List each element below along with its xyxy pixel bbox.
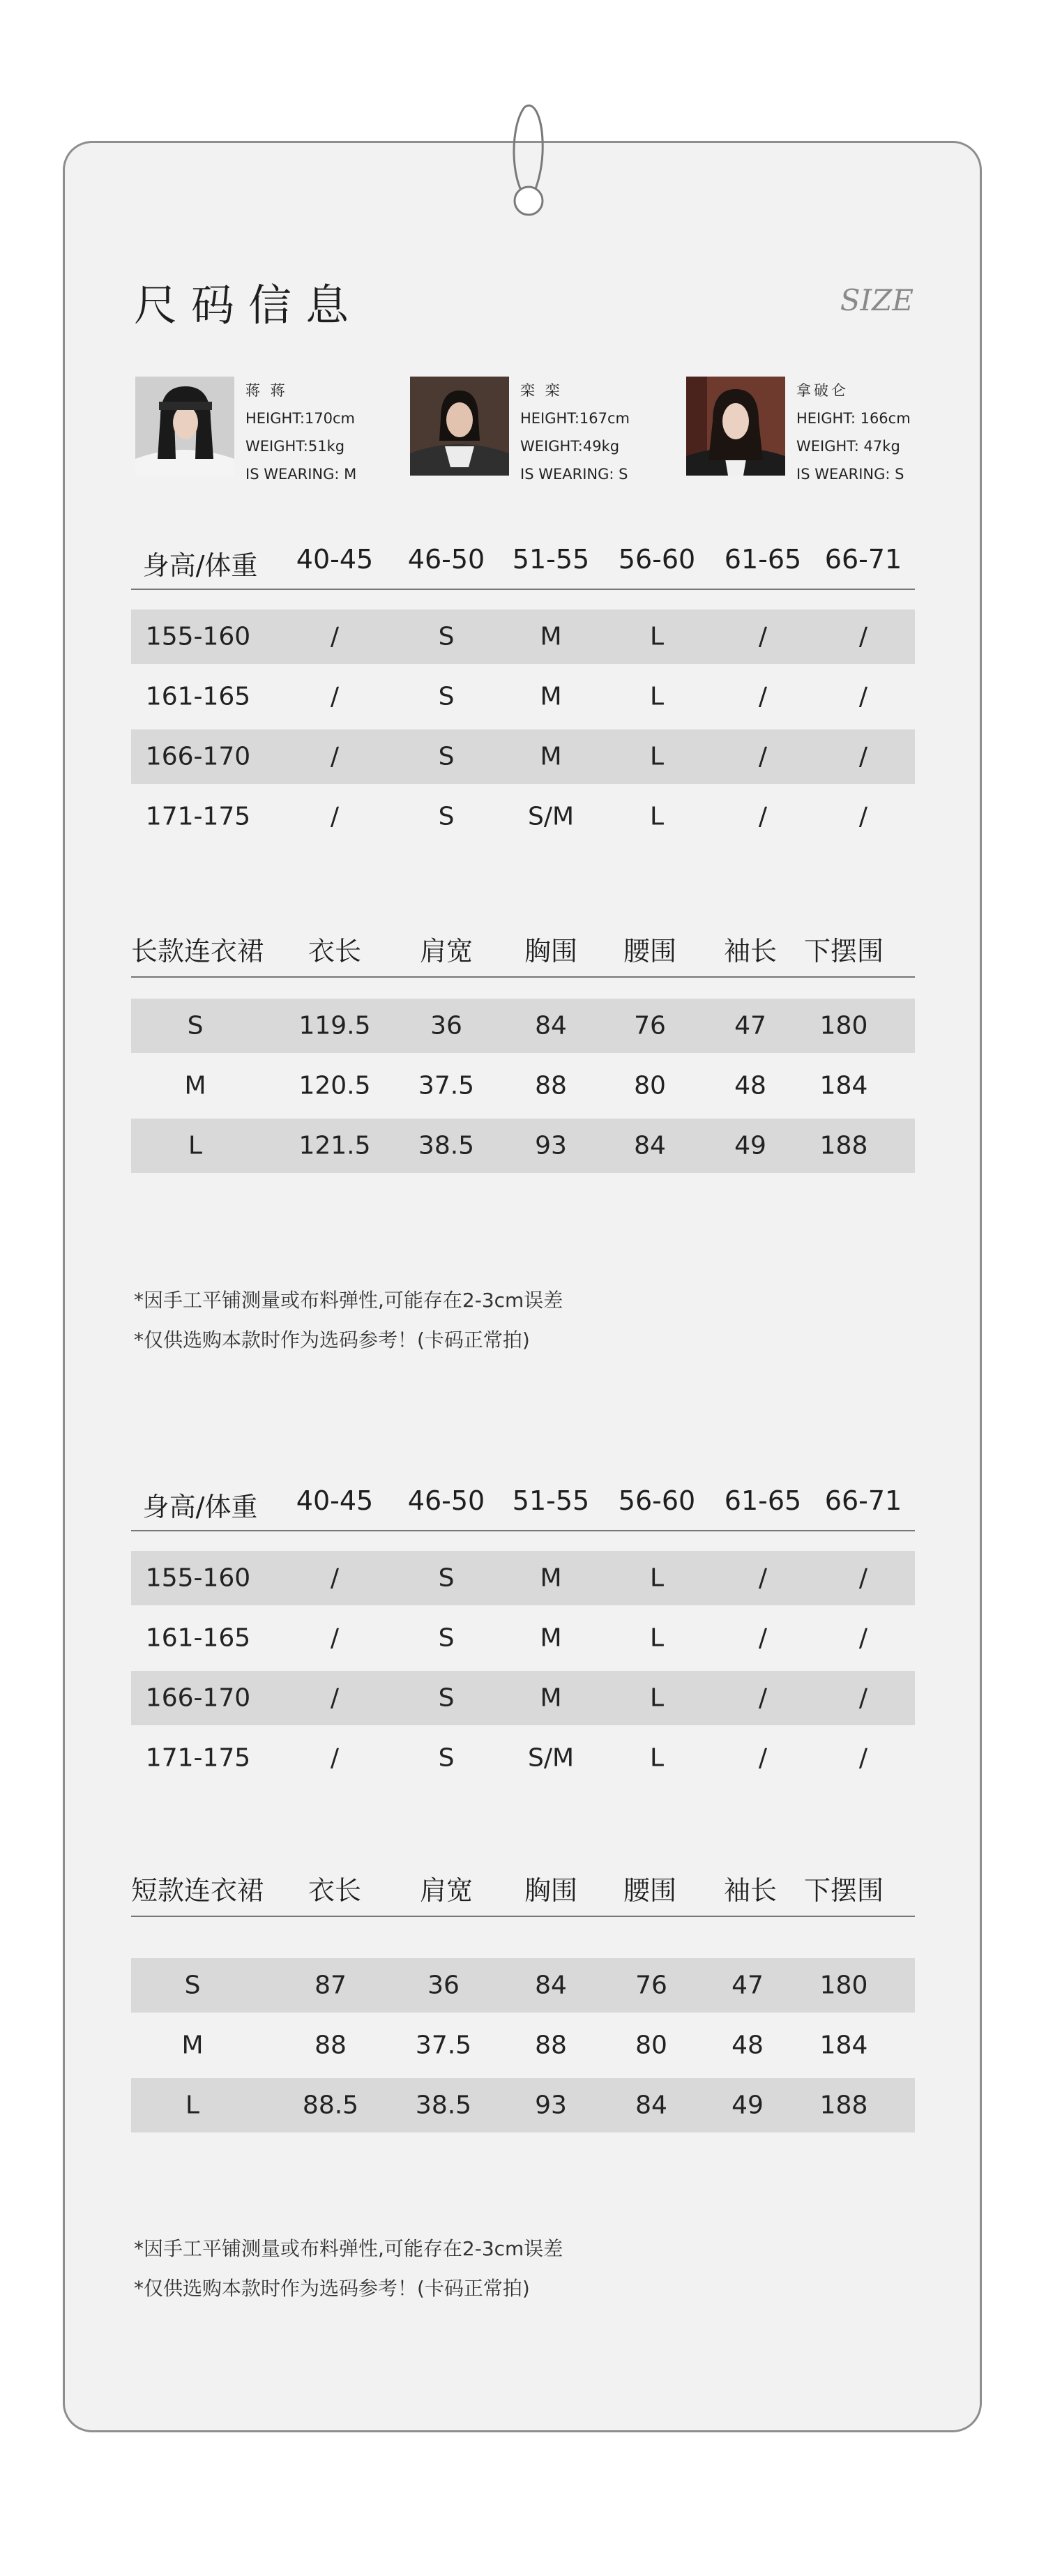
model-photo-1 — [135, 377, 234, 476]
table-cell: L — [649, 1563, 665, 1593]
table-cell: 188 — [819, 2091, 868, 2120]
table-cell: 37.5 — [418, 1071, 475, 1100]
size-label: SIZE — [840, 283, 914, 317]
model-wearing: IS WEARING: M — [245, 466, 357, 483]
table-row — [131, 1059, 915, 1113]
header-cell: 40-45 — [296, 1485, 374, 1516]
table-cell: M — [540, 1683, 562, 1713]
table-cell: S/M — [527, 802, 575, 831]
header-cell: 衣长 — [308, 1875, 362, 1906]
divider — [131, 976, 915, 978]
table-cell: S — [438, 1743, 455, 1773]
header-cell: 袖长 — [723, 936, 778, 967]
model-name: 拿破仑 — [796, 382, 849, 399]
table-cell: / — [330, 1623, 340, 1653]
note-line: *仅供选购本款时作为选码参考！(卡码正常拍) — [134, 1328, 530, 1351]
table-row — [131, 1119, 915, 1173]
table-cell: S — [438, 682, 455, 711]
table-cell: 93 — [535, 2091, 567, 2120]
table-cell: 80 — [635, 2031, 667, 2060]
table-cell: 49 — [732, 2091, 764, 2120]
table-cell: / — [858, 1743, 868, 1773]
table-cell: S — [187, 1011, 204, 1040]
table-cell: 88.5 — [302, 2091, 359, 2120]
model-info-3 — [796, 377, 911, 488]
table-cell: 48 — [734, 1071, 766, 1100]
table-cell: 166-170 — [145, 1683, 251, 1713]
table-cell: 155-160 — [145, 622, 251, 651]
table-cell: / — [330, 1743, 340, 1773]
table-cell: / — [758, 742, 768, 771]
table-row — [131, 2018, 915, 2073]
model-height: HEIGHT: 166cm — [796, 410, 911, 427]
table-cell: S — [438, 1563, 455, 1593]
header-cell: 肩宽 — [419, 936, 473, 967]
model-card-1 — [135, 377, 365, 481]
table-cell: 49 — [734, 1131, 766, 1160]
model-wearing: IS WEARING: S — [796, 466, 904, 483]
divider — [131, 1530, 915, 1531]
table-cell: 76 — [635, 1971, 667, 2000]
table-cell: M — [181, 2031, 204, 2060]
notes-block-1 — [134, 1280, 563, 1360]
table-row — [131, 1671, 915, 1725]
table-cell: 76 — [634, 1011, 666, 1040]
table-cell: / — [858, 802, 868, 831]
table-cell: / — [858, 1623, 868, 1653]
table-cell: 84 — [634, 1131, 666, 1160]
divider — [131, 589, 915, 590]
model-info-1 — [245, 377, 356, 488]
table-cell: L — [188, 1131, 203, 1160]
table-cell: 84 — [535, 1011, 567, 1040]
header-cell: 56-60 — [618, 544, 696, 575]
table-cell: 180 — [819, 1971, 868, 2000]
table-cell: S — [184, 1971, 201, 2000]
header-cell: 肩宽 — [419, 1875, 473, 1906]
table-cell: / — [858, 622, 868, 651]
header-cell: 46-50 — [407, 1485, 485, 1516]
header-cell: 66-71 — [824, 544, 902, 575]
table-cell: L — [649, 1683, 665, 1713]
table-cell: M — [540, 682, 562, 711]
table-cell: L — [649, 682, 665, 711]
table-row — [131, 609, 915, 664]
table-cell: 80 — [634, 1071, 666, 1100]
table-cell: 88 — [314, 2031, 347, 2060]
header-cell: 下摆围 — [803, 936, 884, 967]
header-cell: 胸围 — [524, 936, 578, 967]
table-cell: 155-160 — [145, 1563, 251, 1593]
table-cell: 84 — [635, 2091, 667, 2120]
table-cell: / — [758, 1683, 768, 1713]
table-cell: 120.5 — [298, 1071, 371, 1100]
model-weight: WEIGHT: 47kg — [796, 438, 900, 455]
table-cell: 37.5 — [415, 2031, 472, 2060]
model-photo-2 — [410, 377, 509, 476]
model-wearing: IS WEARING: S — [520, 466, 628, 483]
table-cell: S — [438, 1683, 455, 1713]
header-cell: 胸围 — [524, 1875, 578, 1906]
header-cell: 身高/体重 — [142, 1492, 258, 1522]
table-row — [131, 729, 915, 784]
model-name: 蒋 蒋 — [245, 382, 288, 399]
model-weight: WEIGHT:49kg — [520, 438, 620, 455]
model-card-2 — [410, 377, 640, 481]
table-cell: M — [540, 742, 562, 771]
header-cell: 身高/体重 — [142, 550, 258, 581]
table-cell: 93 — [535, 1131, 567, 1160]
table-cell: 84 — [535, 1971, 567, 2000]
header-cell: 袖长 — [723, 1875, 778, 1906]
header-cell: 腰围 — [623, 936, 677, 967]
table-cell: / — [758, 1623, 768, 1653]
notes-block-2 — [134, 2229, 563, 2308]
table-cell: 48 — [732, 2031, 764, 2060]
header-cell: 61-65 — [724, 1485, 802, 1516]
table-cell: 38.5 — [415, 2091, 472, 2120]
table-cell: L — [185, 2091, 200, 2120]
header-cell: 腰围 — [623, 1875, 677, 1906]
table-cell: / — [330, 742, 340, 771]
model-photo-3 — [686, 377, 785, 476]
table-cell: S — [438, 802, 455, 831]
header-cell: 衣长 — [308, 936, 362, 967]
header-cell: 66-71 — [824, 1485, 902, 1516]
table-cell: / — [758, 802, 768, 831]
table-cell: 171-175 — [145, 802, 251, 831]
note-line: *仅供选购本款时作为选码参考！(卡码正常拍) — [134, 2277, 530, 2300]
table-row — [131, 1958, 915, 2013]
table-row — [131, 999, 915, 1053]
table-row — [131, 1551, 915, 1605]
table-cell: 166-170 — [145, 742, 251, 771]
table-cell: 36 — [430, 1011, 462, 1040]
table-cell: 161-165 — [145, 1623, 251, 1653]
table-cell: / — [858, 742, 868, 771]
table-cell: 36 — [427, 1971, 460, 2000]
header-cell: 51-55 — [512, 1485, 590, 1516]
table-cell: / — [758, 682, 768, 711]
table-row — [131, 1611, 915, 1665]
table-cell: L — [649, 622, 665, 651]
table-cell: / — [330, 1683, 340, 1713]
table-cell: 184 — [819, 1071, 868, 1100]
short-dress-header — [0, 1869, 1046, 1911]
model-height: HEIGHT:170cm — [245, 410, 355, 427]
table-cell: M — [540, 1563, 562, 1593]
table-cell: 188 — [819, 1131, 868, 1160]
header-cell: 46-50 — [407, 544, 485, 575]
model-card-3 — [686, 377, 916, 481]
table-cell: / — [858, 1683, 868, 1713]
table-cell: S — [438, 622, 455, 651]
table-cell: 47 — [732, 1971, 764, 2000]
long-fit-header — [0, 544, 1046, 586]
note-line: *因手工平铺测量或布料弹性,可能存在2-3cm误差 — [134, 2237, 563, 2260]
header-cell: 短款连衣裙 — [130, 1875, 264, 1906]
header-cell: 61-65 — [724, 544, 802, 575]
table-cell: L — [649, 742, 665, 771]
table-cell: / — [758, 622, 768, 651]
table-cell: L — [649, 1623, 665, 1653]
table-cell: 88 — [535, 2031, 567, 2060]
table-cell: S — [438, 742, 455, 771]
header-cell: 长款连衣裙 — [130, 936, 264, 967]
hang-loop-icon — [488, 98, 558, 237]
table-cell: / — [758, 1563, 768, 1593]
table-row — [131, 2078, 915, 2132]
table-cell: / — [330, 1563, 340, 1593]
table-cell: 121.5 — [298, 1131, 371, 1160]
table-cell: / — [330, 622, 340, 651]
table-cell: S — [438, 1623, 455, 1653]
header-cell: 40-45 — [296, 544, 374, 575]
table-cell: 87 — [314, 1971, 347, 2000]
header-cell: 56-60 — [618, 1485, 696, 1516]
table-cell: M — [540, 1623, 562, 1653]
table-cell: 88 — [535, 1071, 567, 1100]
table-cell: 171-175 — [145, 1743, 251, 1773]
table-cell: 38.5 — [418, 1131, 475, 1160]
table-row — [131, 669, 915, 724]
table-cell: / — [858, 1563, 868, 1593]
table-cell: L — [649, 1743, 665, 1773]
divider — [131, 1916, 915, 1917]
model-name: 栾 栾 — [520, 382, 563, 399]
header-cell: 51-55 — [512, 544, 590, 575]
header-cell: 下摆围 — [803, 1875, 884, 1906]
model-info-2 — [520, 377, 630, 488]
table-cell: 161-165 — [145, 682, 251, 711]
model-weight: WEIGHT:51kg — [245, 438, 345, 455]
table-cell: 47 — [734, 1011, 766, 1040]
table-cell: 180 — [819, 1011, 868, 1040]
page-title: 尺码信息 — [134, 280, 363, 331]
long-dress-header — [0, 930, 1046, 971]
table-cell: / — [758, 1743, 768, 1773]
table-cell: 119.5 — [298, 1011, 371, 1040]
table-row — [131, 1731, 915, 1785]
table-cell: / — [858, 682, 868, 711]
table-cell: / — [330, 802, 340, 831]
table-cell: 184 — [819, 2031, 868, 2060]
table-cell: S/M — [527, 1743, 575, 1773]
short-fit-header — [0, 1485, 1046, 1527]
note-line: *因手工平铺测量或布料弹性,可能存在2-3cm误差 — [134, 1289, 563, 1312]
table-row — [131, 789, 915, 844]
table-cell: / — [330, 682, 340, 711]
table-cell: M — [540, 622, 562, 651]
model-height: HEIGHT:167cm — [520, 410, 630, 427]
table-cell: M — [184, 1071, 206, 1100]
table-cell: L — [649, 802, 665, 831]
